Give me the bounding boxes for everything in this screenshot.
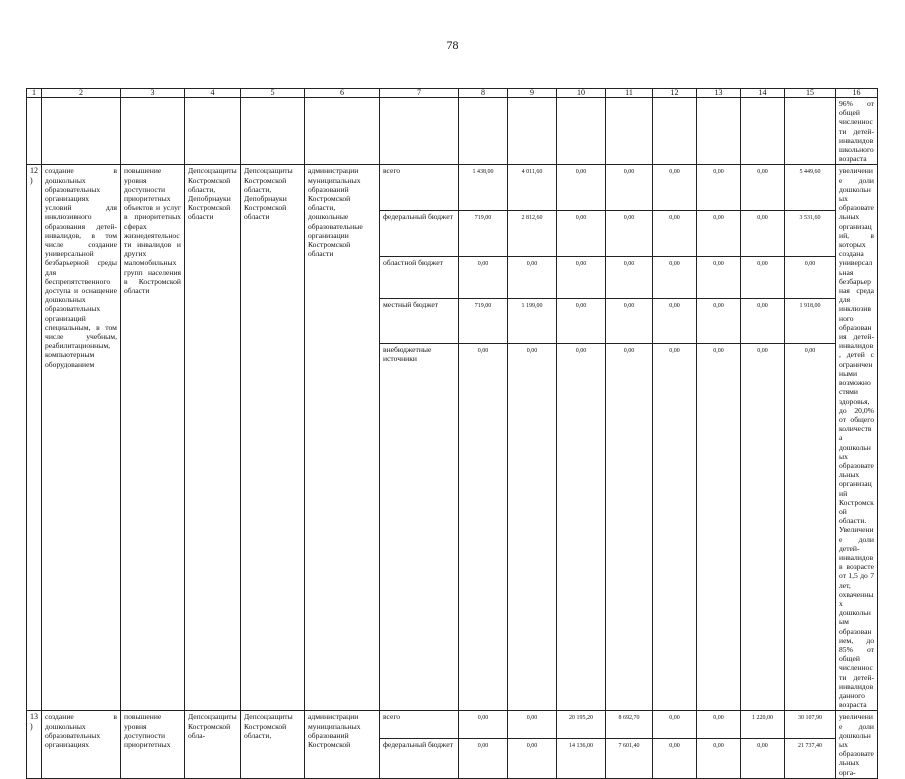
continuation-row	[27, 98, 878, 165]
row-number: 13)	[27, 711, 42, 778]
value-cell: 3 531,60	[785, 211, 836, 257]
header-cell: 2	[42, 89, 121, 98]
value-cell: 0,00	[557, 165, 606, 211]
measure-name: создание в дошкольных образовательных организациях условий для инклюзивного образования детей-инвалидов, в том числе создание универсальной безбарьерной среды для беспрепятственного доступа и оснащение дошкольных образовательных организаций специальным, в том числе учебным, реабилитационным, компьютерным оборудованием	[42, 165, 121, 711]
value-cell: 21 737,40	[785, 739, 836, 778]
value-cell: 0,00	[741, 256, 785, 299]
participants: администрации муниципальных образований Костромской области, дошкольные образовательные организации Костромской области	[305, 165, 380, 711]
value-cell: 0,00	[557, 343, 606, 711]
value-cell: 0,00	[697, 256, 741, 299]
header-cell: 7	[380, 89, 459, 98]
funding-source: всего	[380, 711, 459, 739]
table-row	[27, 165, 878, 211]
value-cell: 0,00	[653, 211, 697, 257]
value-cell: 0,00	[508, 343, 557, 711]
measures-table	[26, 88, 878, 779]
value-cell: 0,00	[508, 256, 557, 299]
continuation-result: 96% от общей численности детей-инвалидов школьного возраста	[836, 98, 878, 165]
value-cell: 0,00	[606, 165, 653, 211]
header-cell: 8	[459, 89, 508, 98]
value-cell: 0,00	[785, 256, 836, 299]
value-cell: 0,00	[697, 711, 741, 739]
header-cell: 11	[606, 89, 653, 98]
value-cell: 0,00	[653, 256, 697, 299]
value-cell: 7 601,40	[606, 739, 653, 778]
value-cell: 1 918,00	[785, 299, 836, 343]
header-cell: 5	[241, 89, 305, 98]
header-cell: 12	[653, 89, 697, 98]
value-cell: 20 195,20	[557, 711, 606, 739]
row-number: 12)	[27, 165, 42, 711]
value-cell: 5 449,60	[785, 165, 836, 211]
value-cell: 0,00	[741, 165, 785, 211]
funding-source: всего	[380, 165, 459, 211]
value-cell: 0,00	[653, 165, 697, 211]
value-cell: 0,00	[741, 211, 785, 257]
table-row	[27, 711, 878, 739]
value-cell: 0,00	[785, 343, 836, 711]
page-number: 78	[446, 38, 459, 52]
value-cell: 0,00	[459, 256, 508, 299]
measure-goal: повышение уровня доступности приоритетных	[121, 711, 185, 778]
value-cell: 30 107,90	[785, 711, 836, 739]
co-executor: Депсоцзащиты Костромской области, Депобрнауки Костромской области	[241, 165, 305, 711]
value-cell: 2 812,60	[508, 211, 557, 257]
value-cell: 1 199,00	[508, 299, 557, 343]
value-cell: 0,00	[557, 299, 606, 343]
value-cell: 0,00	[653, 343, 697, 711]
funding-source: внебюджетные источники	[380, 343, 459, 711]
value-cell: 1 438,00	[459, 165, 508, 211]
value-cell: 0,00	[606, 256, 653, 299]
value-cell: 0,00	[459, 739, 508, 778]
value-cell: 1 220,00	[741, 711, 785, 739]
co-executor: Депсоцзащиты Костромской области,	[241, 711, 305, 778]
header-cell: 14	[741, 89, 785, 98]
value-cell: 0,00	[606, 343, 653, 711]
value-cell: 0,00	[459, 711, 508, 739]
value-cell: 0,00	[653, 299, 697, 343]
value-cell: 0,00	[459, 343, 508, 711]
value-cell: 0,00	[508, 711, 557, 739]
value-cell: 0,00	[697, 299, 741, 343]
header-cell: 16	[836, 89, 878, 98]
value-cell: 0,00	[697, 211, 741, 257]
funding-source: областной бюджет	[380, 256, 459, 299]
header-cell: 6	[305, 89, 380, 98]
measure-goal: повышение уровня доступности приоритетных объектов и услуг в приоритетных сферах жизнедеятельности инвалидов и других маломобильных групп населения в Костромской области	[121, 165, 185, 711]
value-cell: 719,00	[459, 211, 508, 257]
header-cell: 15	[785, 89, 836, 98]
expected-result: увеличение доли дошкольных образовательных орга-	[836, 711, 878, 778]
funding-source: местный бюджет	[380, 299, 459, 343]
value-cell: 0,00	[697, 165, 741, 211]
funding-source: федеральный бюджет	[380, 739, 459, 778]
value-cell: 0,00	[741, 343, 785, 711]
participants: администрации муниципальных образований Костромской	[305, 711, 380, 778]
value-cell: 0,00	[697, 343, 741, 711]
value-cell: 0,00	[606, 299, 653, 343]
value-cell: 0,00	[557, 256, 606, 299]
value-cell: 14 136,00	[557, 739, 606, 778]
measure-name: создание в дошкольных образовательных организациях	[42, 711, 121, 778]
value-cell: 0,00	[741, 739, 785, 778]
responsible-executor: Депсоцзащиты Костромской области, Депобрнауки Костромской области	[185, 165, 241, 711]
header-cell: 4	[185, 89, 241, 98]
value-cell: 8 692,70	[606, 711, 653, 739]
header-cell: 10	[557, 89, 606, 98]
value-cell: 0,00	[697, 739, 741, 778]
header-cell: 13	[697, 89, 741, 98]
value-cell: 719,00	[459, 299, 508, 343]
value-cell: 0,00	[557, 211, 606, 257]
expected-result: увеличение доли дошкольных образовательных организаций, в которых создана универсальная безбарьерная среда для инклюзивного образования детей-инвалидов, детей с ограниченными возможностями здоровья, до 20,0% от общего количества дошкольных образовательных организаций Костромской области. Увеличение доли детей-инвалидов в возрасте от 1,5 до 7 лет, охваченных дошкольным образованием, до 85% от общей численности детей-инвалидов данного возраста	[836, 165, 878, 711]
value-cell: 0,00	[653, 739, 697, 778]
header-cell: 1	[27, 89, 42, 98]
value-cell: 0,00	[606, 211, 653, 257]
value-cell: 0,00	[741, 299, 785, 343]
header-cell: 3	[121, 89, 185, 98]
value-cell: 0,00	[653, 711, 697, 739]
responsible-executor: Депсоцзащиты Костромской обла-	[185, 711, 241, 778]
funding-source: федеральный бюджет	[380, 211, 459, 257]
value-cell: 0,00	[508, 739, 557, 778]
header-row	[27, 89, 878, 98]
header-cell: 9	[508, 89, 557, 98]
value-cell: 4 011,60	[508, 165, 557, 211]
